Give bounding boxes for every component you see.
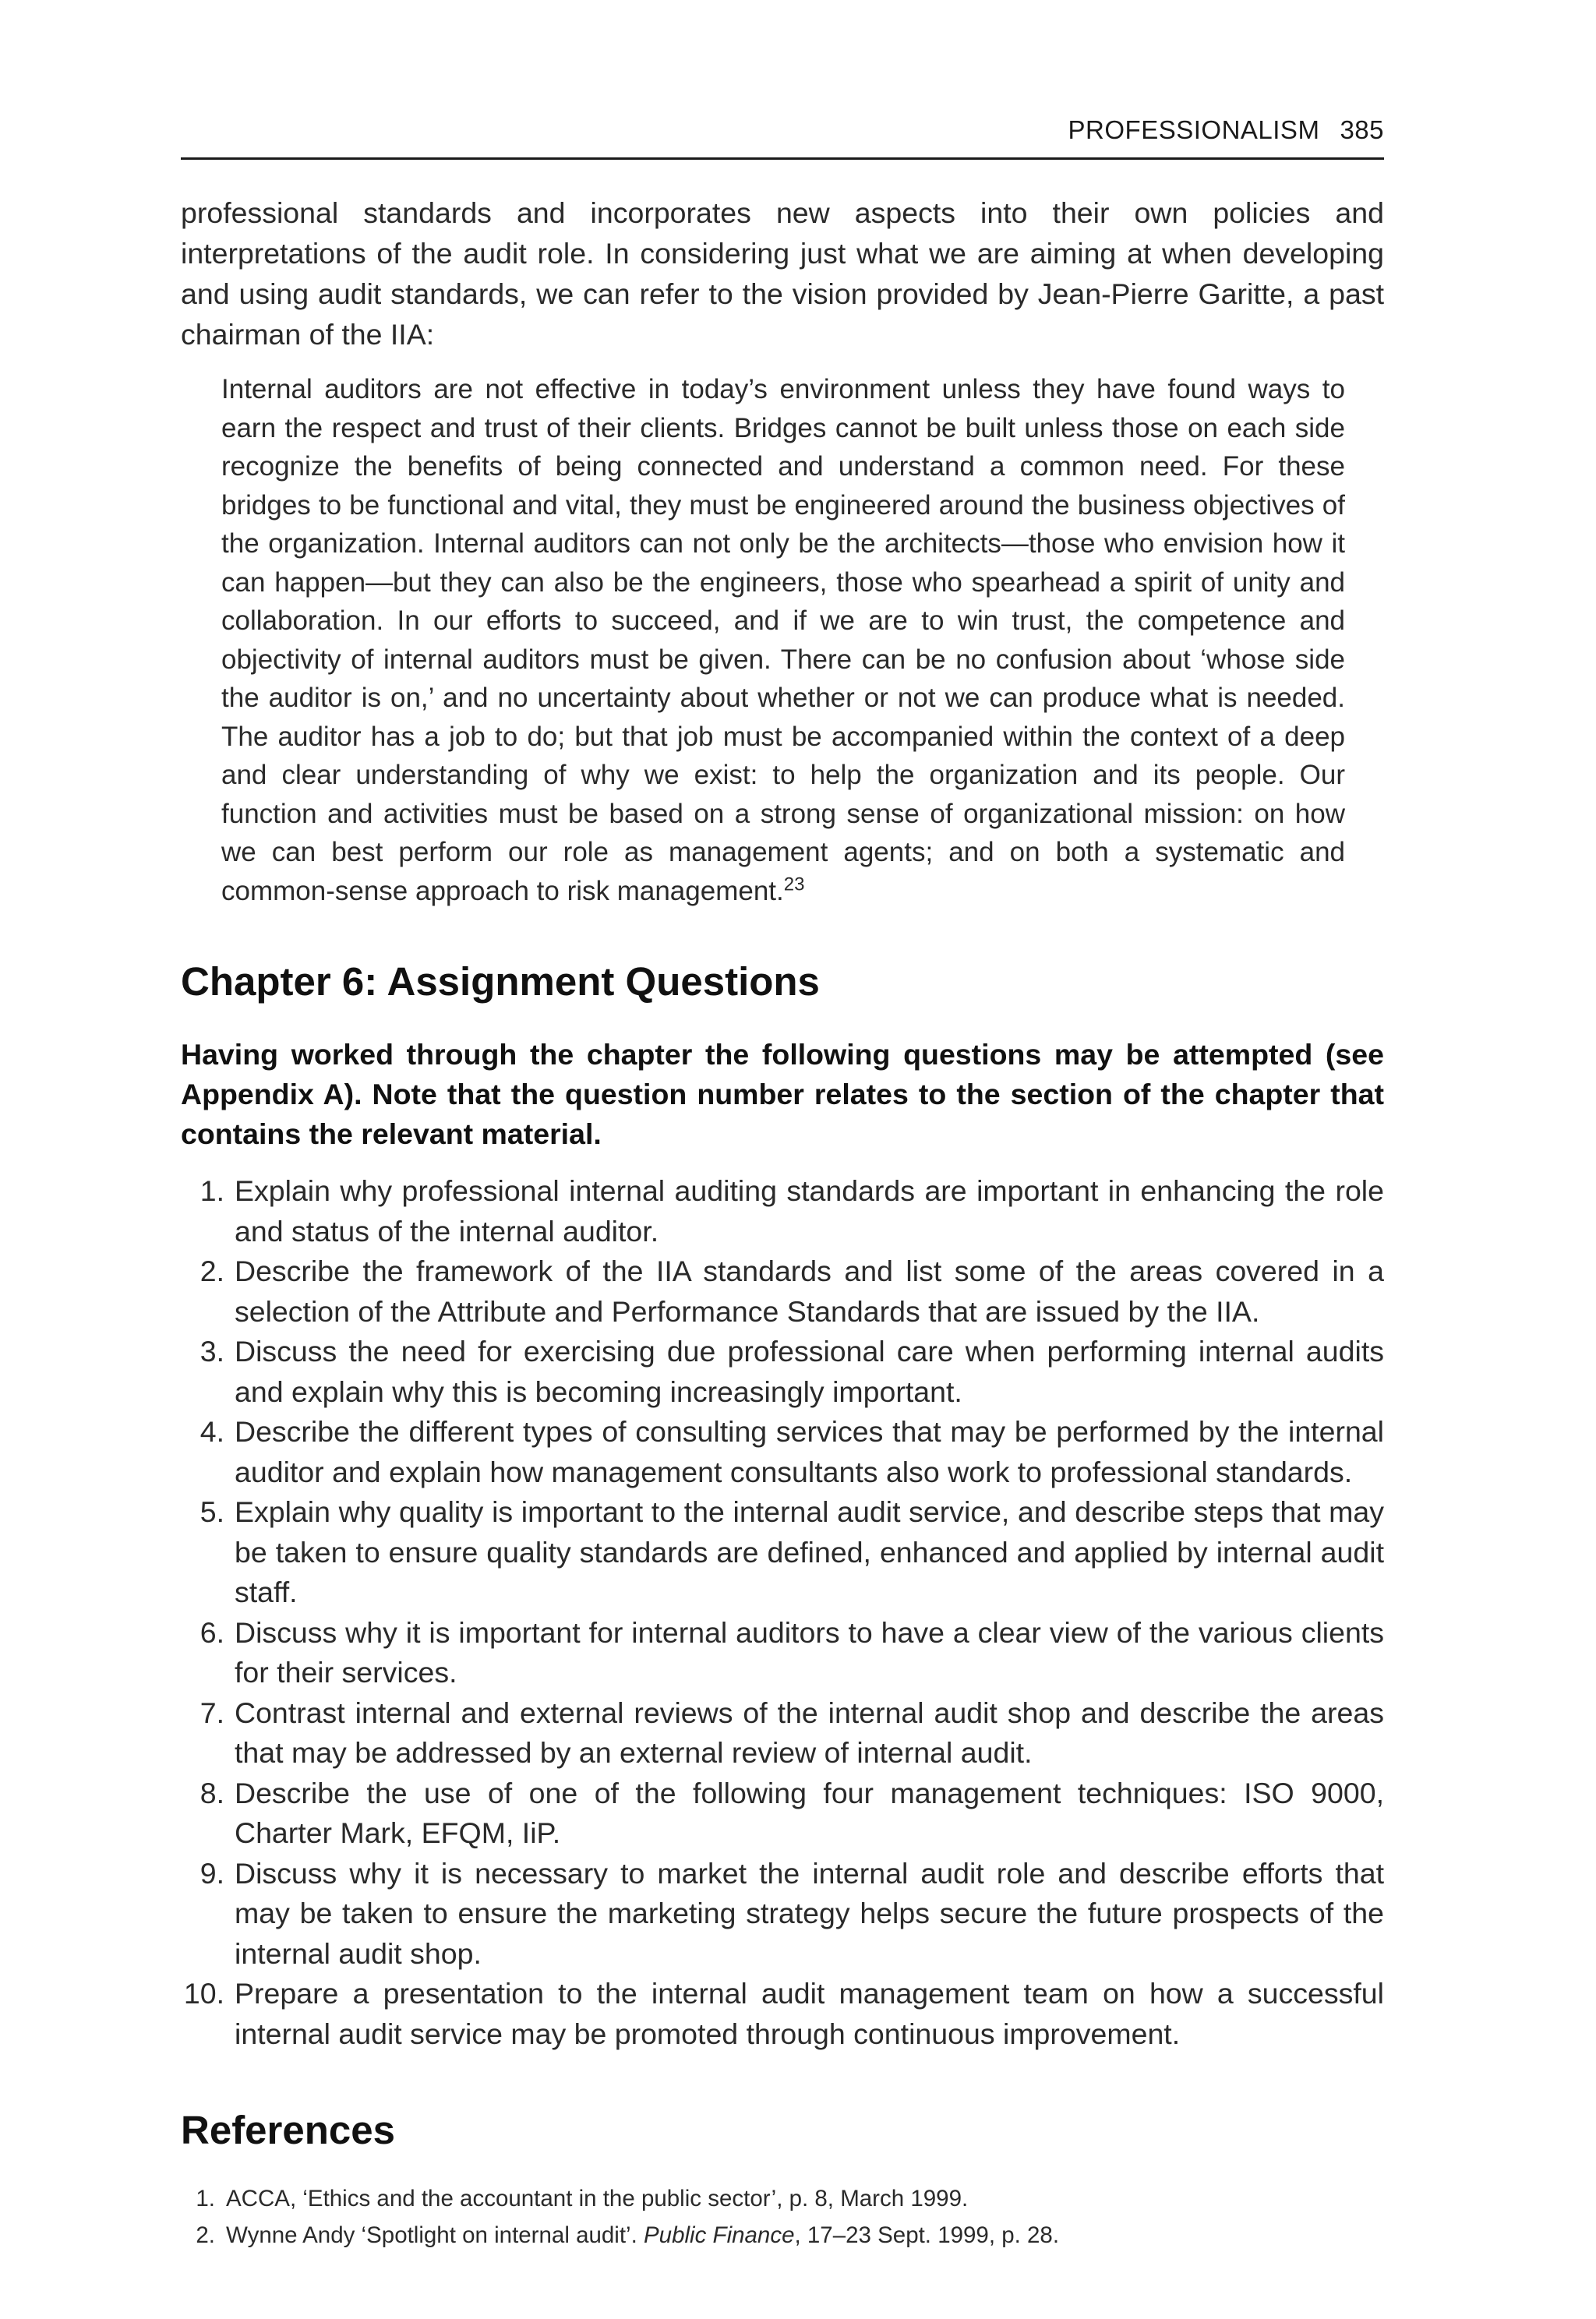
reference-number: 1. — [196, 2186, 215, 2211]
question-number: 8. — [200, 1776, 224, 1809]
reference-item — [181, 2180, 1384, 2217]
footnote-ref: 23 — [783, 873, 805, 895]
reference-item — [181, 2217, 1384, 2254]
question-text: Discuss the need for exercising due professional care when performing internal audits and explain why this is becoming increasingly important. — [235, 1335, 1384, 1408]
reference-journal: Public Finance — [644, 2222, 795, 2248]
references-list — [181, 2180, 1384, 2254]
question-number: 3. — [200, 1335, 224, 1368]
page — [181, 115, 1384, 2254]
question-item — [181, 1974, 1384, 2054]
reference-text-post: , 17–23 Sept. 1999, p. 28. — [794, 2222, 1060, 2248]
question-item — [181, 1693, 1384, 1774]
questions-list — [181, 1171, 1384, 2054]
question-item — [181, 1854, 1384, 1975]
question-number: 1. — [200, 1174, 224, 1207]
assignment-intro: Having worked through the chapter the following questions may be attempted (see Appendix A). Note that the question number relates to the section of the chapter that contains the relevant material. — [181, 1038, 1384, 1150]
reference-text-pre: Wynne Andy ‘Spotlight on internal audit’. — [226, 2222, 637, 2248]
reference-number: 2. — [196, 2222, 215, 2248]
question-number: 7. — [200, 1696, 224, 1729]
question-item — [181, 1492, 1384, 1613]
question-item — [181, 1412, 1384, 1492]
block-quote — [221, 370, 1345, 910]
question-number: 5. — [200, 1495, 224, 1528]
question-number: 10. — [183, 1977, 224, 2010]
assignment-heading: Chapter 6: Assignment Questions — [181, 959, 820, 1004]
question-number: 6. — [200, 1615, 224, 1649]
question-text: Describe the framework of the IIA standards and list some of the areas covered in a selection of the Attribute and Performance Standards that are issued by the IIA. — [235, 1255, 1384, 1328]
question-item — [181, 1251, 1384, 1332]
question-item — [181, 1332, 1384, 1412]
question-text: Discuss why it is important for internal auditors to have a clear view of the various clients for their services. — [235, 1615, 1384, 1689]
running-title: PROFESSIONALISM — [1068, 115, 1320, 144]
question-text: Contrast internal and external reviews of the internal audit shop and describe the areas that may be addressed by an external review of internal audit. — [235, 1696, 1384, 1769]
running-header — [181, 115, 1384, 160]
question-text: Explain why quality is important to the internal audit service, and describe steps that may be taken to ensure quality standards are defined, enhanced and applied by internal audit staff. — [235, 1495, 1384, 1608]
question-text: Discuss why it is necessary to market the internal audit role and describe efforts that may be taken to ensure the marketing strategy helps secure the future prospects of the internal audit shop. — [235, 1856, 1384, 1970]
quote-text: Internal auditors are not effective in today’s environment unless they have found ways to earn the respect and trust of their clients. Bridges cannot be built unless those on each side recognize the benefits of being connected and understand a common need. For these bridges to be functional and vital, they must be engineered around the business objectives of the organization. Internal auditors can not only be the architects—those who envision how it can happen—but they can also be the engineers, those who spearhead a spirit of unity and collaboration. In our efforts to succeed, and if we are to win trust, the competence and objectivity of internal auditors must be given. There can be no confusion about ‘whose side the auditor is on,’ and no uncertainty about whether or not we can produce what is needed. The auditor has a job to do; but that job must be accompanied within the context of a deep and clear understanding of why we exist: to help the organization and its people. Our function and activities must be based on a strong sense of organizational mission: on how we can best perform our role as management agents; and on both a systematic and common-sense approach to risk management. — [221, 374, 1345, 906]
references-heading: References — [181, 2108, 395, 2152]
question-text: Describe the different types of consulting services that may be performed by the internal auditor and explain how management consultants also work to professional standards. — [235, 1415, 1384, 1488]
reference-text: ACCA, ‘Ethics and the accountant in the public sector’, p. 8, March 1999. — [226, 2186, 969, 2211]
question-item — [181, 1613, 1384, 1693]
opening-paragraph: professional standards and incorporates new aspects into their own policies and interpretations of the audit role. In considering just what we are aiming at when developing and using audit standards, we can refer to the vision provided by Jean-Pierre Garitte, a past chairman of the IIA: — [181, 196, 1384, 351]
question-item — [181, 1774, 1384, 1854]
question-number: 2. — [200, 1255, 224, 1287]
page-number: 385 — [1340, 115, 1384, 144]
question-text: Describe the use of one of the following four management techniques: ISO 9000, Charter Mark, EFQM, IiP. — [235, 1776, 1384, 1849]
question-item — [181, 1171, 1384, 1251]
question-number: 9. — [200, 1856, 224, 1890]
question-number: 4. — [200, 1415, 224, 1448]
question-text: Prepare a presentation to the internal audit management team on how a successful internal audit service may be promoted through continuous improvement. — [235, 1977, 1384, 2050]
question-text: Explain why professional internal auditing standards are important in enhancing the role and status of the internal auditor. — [235, 1174, 1384, 1248]
